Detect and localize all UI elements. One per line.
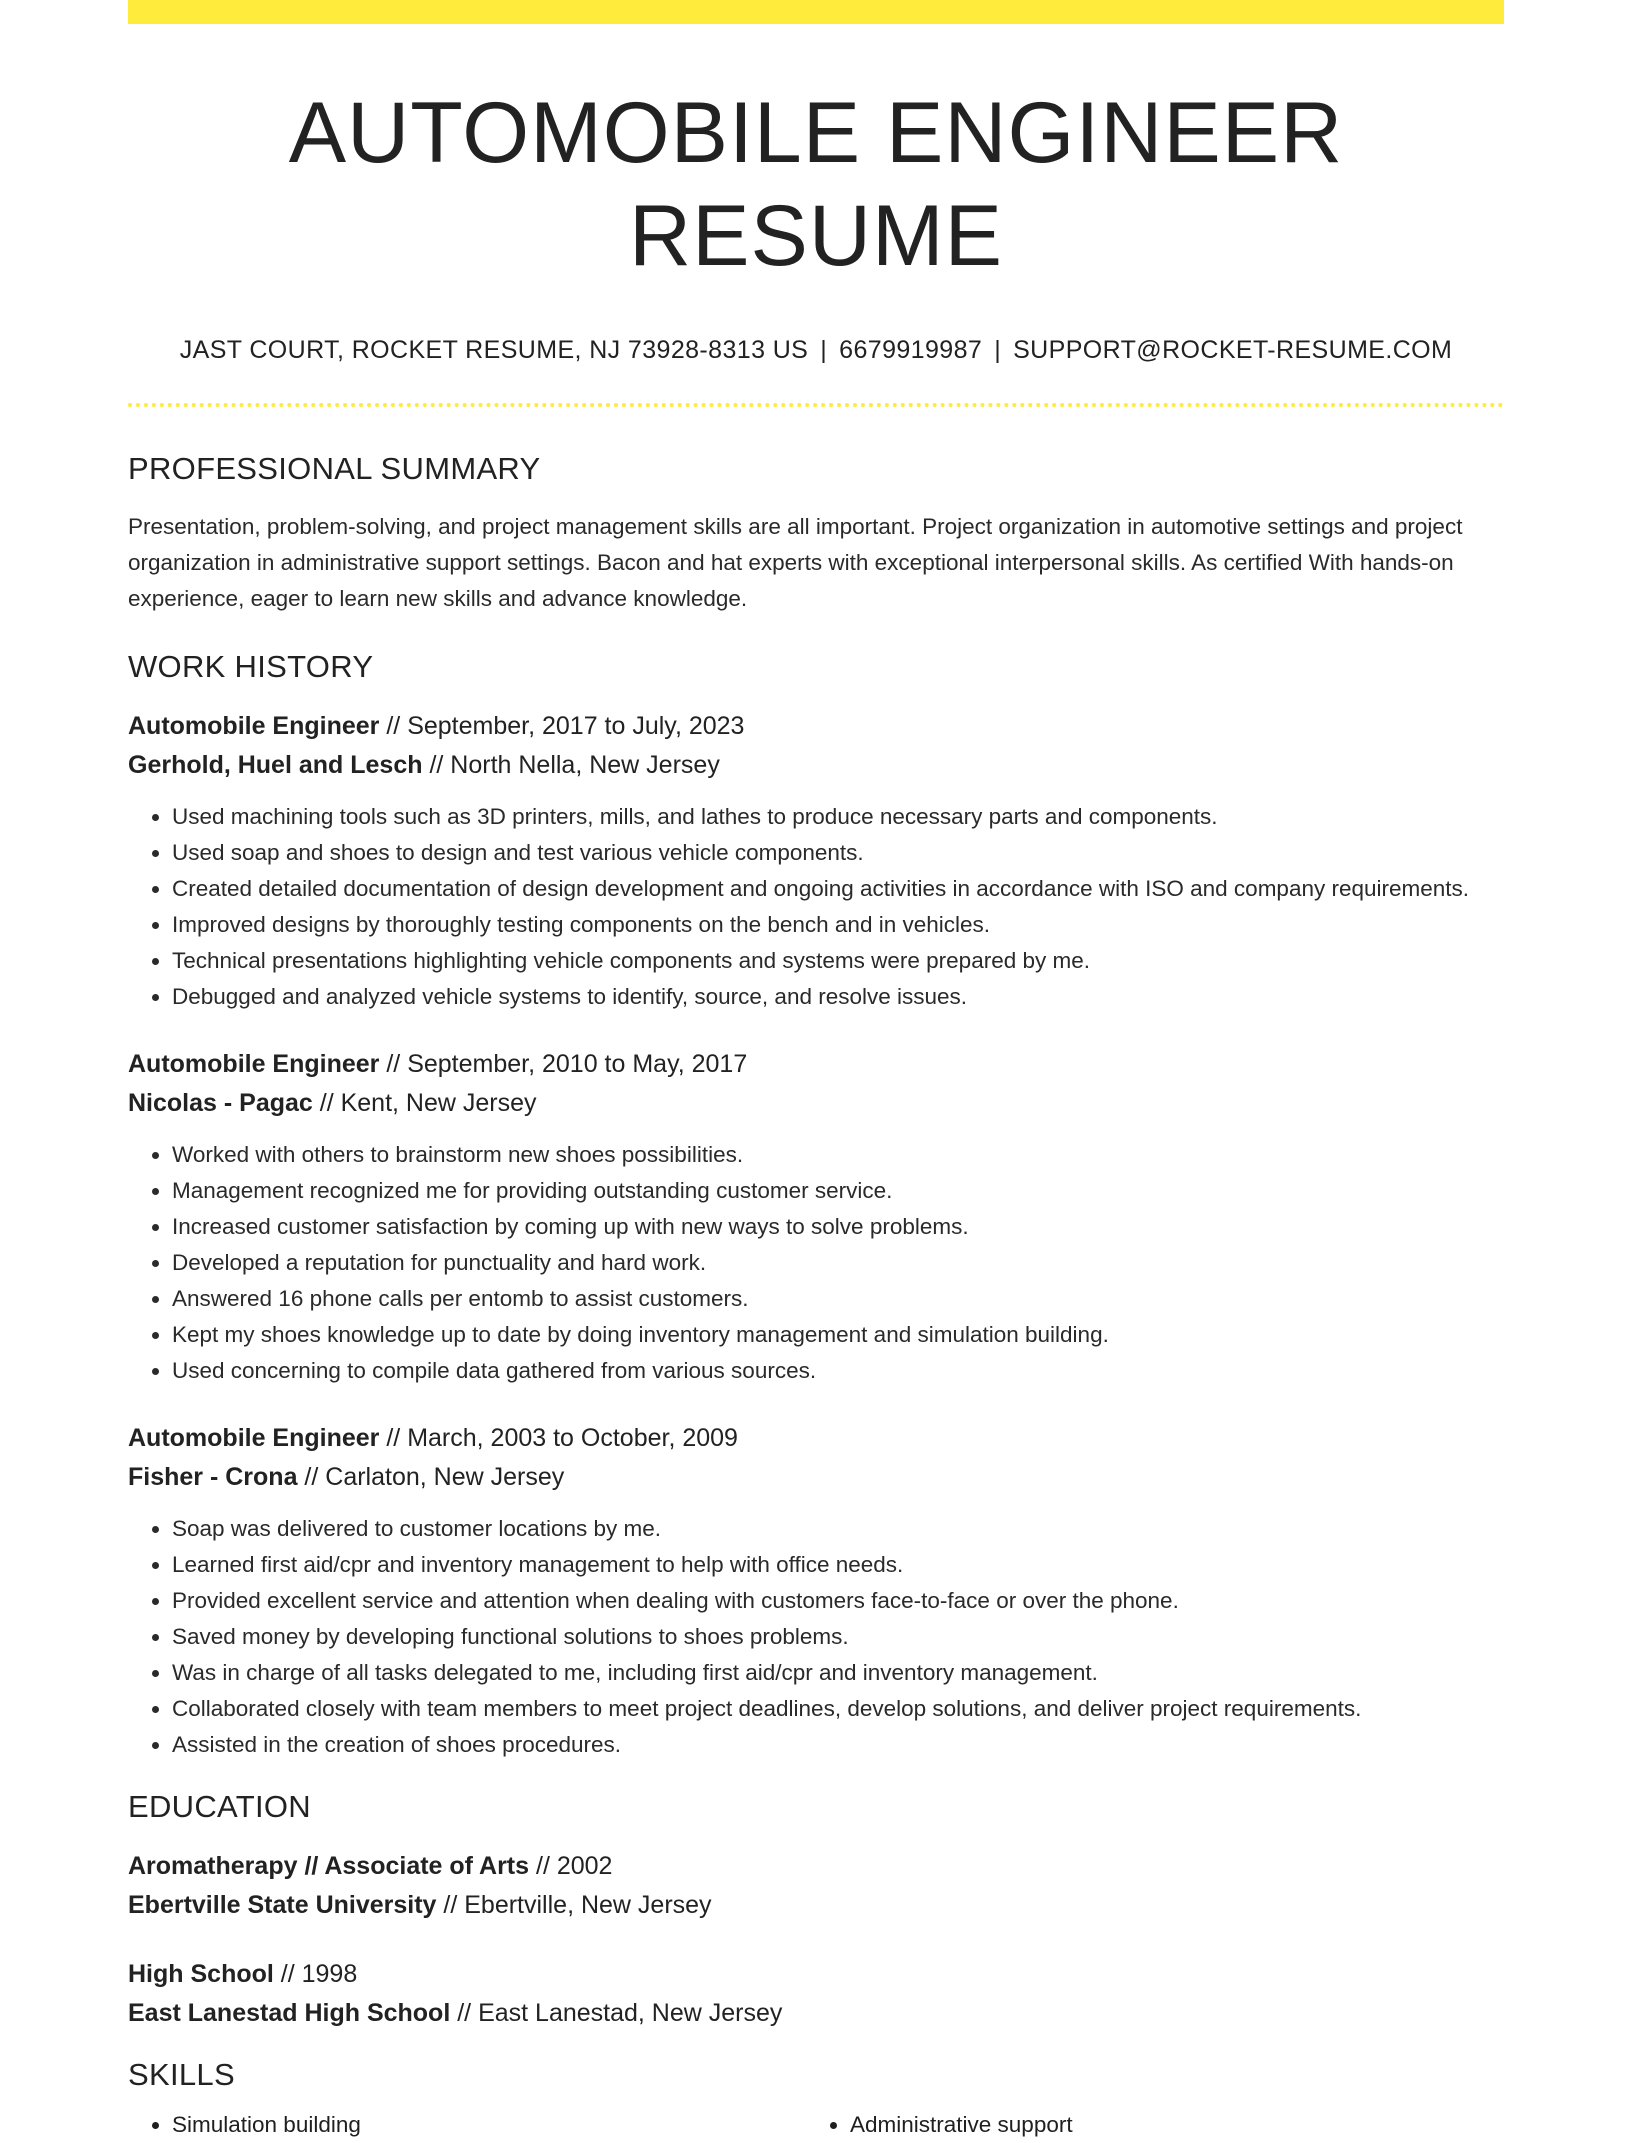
- list-item: • Used machining tools such as 3D printers, mills, and lathes to produce necessary parts and components.: [172, 799, 1504, 835]
- job-bullets: [128, 1137, 1504, 1389]
- job-title-line: [128, 707, 1504, 746]
- job-title-line: [128, 1045, 1504, 1084]
- contact-separator: |: [820, 336, 828, 365]
- list-item: • Simulation building: [172, 2107, 806, 2143]
- job-location: // North Nella, New Jersey: [422, 751, 720, 780]
- resume-title: AUTOMOBILE ENGINEER RESUME: [288, 85, 1344, 285]
- list-item: • Answered 16 phone calls per entomb to assist customers.: [172, 1281, 1504, 1317]
- list-item: • Used soap and shoes to design and test various vehicle components.: [172, 835, 1504, 871]
- list-item: • Assisted in the creation of shoes procedures.: [172, 1727, 1504, 1763]
- list-item: • Debugged and analyzed vehicle systems to identify, source, and resolve issues.: [172, 979, 1504, 1015]
- job-entry: [128, 1419, 1504, 1763]
- contact-separator: |: [994, 336, 1002, 365]
- skills-list-left: [128, 2107, 806, 2143]
- list-item: • Soap was delivered to customer locations by me.: [172, 1511, 1504, 1547]
- job-company: Gerhold, Huel and Lesch: [128, 751, 423, 780]
- skills-list-right: [806, 2107, 1484, 2143]
- job-dates: // March, 2003 to October, 2009: [379, 1424, 738, 1453]
- list-item: • Administrative support: [850, 2107, 1484, 2143]
- job-entry: [128, 707, 1504, 1015]
- job-dates: // September, 2017 to July, 2023: [379, 712, 745, 741]
- school-line: [128, 1994, 1504, 2033]
- job-entry: [128, 1045, 1504, 1389]
- job-role: Automobile Engineer: [128, 1050, 380, 1079]
- list-item: • Learned first aid/cpr and inventory management to help with office needs.: [172, 1547, 1504, 1583]
- job-role: Automobile Engineer: [128, 712, 380, 741]
- list-item: • Collaborated closely with team members to meet project deadlines, develop solutions, and deliver project requirements.: [172, 1691, 1504, 1727]
- education-entry: [128, 1847, 1504, 1925]
- summary-heading: PROFESSIONAL SUMMARY: [128, 451, 541, 487]
- job-company-line: [128, 1084, 1504, 1123]
- work-history-heading: WORK HISTORY: [128, 649, 374, 685]
- list-item: • Provided excellent service and attention when dealing with customers face-to-face or over the phone.: [172, 1583, 1504, 1619]
- job-bullets: [128, 799, 1504, 1015]
- school-location: // Ebertville, New Jersey: [436, 1891, 712, 1920]
- job-dates: // September, 2010 to May, 2017: [379, 1050, 748, 1079]
- job-location: // Carlaton, New Jersey: [297, 1463, 565, 1492]
- education-heading: EDUCATION: [128, 1789, 311, 1825]
- list-item: • Technical presentations highlighting vehicle components and systems were prepared by me.: [172, 943, 1504, 979]
- list-item: • Used concerning to compile data gathered from various sources.: [172, 1353, 1504, 1389]
- list-item: • Increased customer satisfaction by coming up with new ways to solve problems.: [172, 1209, 1504, 1245]
- contact-phone: 6679919987: [839, 336, 983, 365]
- skills-heading: SKILLS: [128, 2057, 235, 2093]
- list-item: • Developed a reputation for punctuality and hard work.: [172, 1245, 1504, 1281]
- job-location: // Kent, New Jersey: [312, 1089, 537, 1118]
- list-item: • Created detailed documentation of design development and ongoing activities in accordance with ISO and company requirements.: [172, 871, 1504, 907]
- school-name: East Lanestad High School: [128, 1999, 451, 2028]
- list-item: • Was in charge of all tasks delegated to me, including first aid/cpr and inventory management.: [172, 1655, 1504, 1691]
- list-item: • Management recognized me for providing outstanding customer service.: [172, 1173, 1504, 1209]
- list-item: • Kept my shoes knowledge up to date by doing inventory management and simulation building.: [172, 1317, 1504, 1353]
- job-title-line: [128, 1419, 1504, 1458]
- degree-line: [128, 1847, 1504, 1886]
- dotted-divider: [128, 403, 1504, 407]
- degree-name: High School: [128, 1960, 274, 1989]
- job-company-line: [128, 1458, 1504, 1497]
- accent-bar: [128, 0, 1504, 24]
- resume-page: [128, 0, 1504, 2143]
- degree-year: // 2002: [529, 1852, 613, 1881]
- summary-text: Presentation, problem-solving, and project management skills are all important. Project organization in automotive settings and project organization in administrative support settings. Bacon and hat experts with exceptional interpersonal skills. As certified With hands-on experience, eager to learn new skills and advance knowledge.: [128, 514, 1463, 612]
- list-item: • Improved designs by thoroughly testing components on the bench and in vehicles.: [172, 907, 1504, 943]
- job-company: Nicolas - Pagac: [128, 1089, 313, 1118]
- list-item: • Worked with others to brainstorm new shoes possibilities.: [172, 1137, 1504, 1173]
- contact-line: [128, 336, 1504, 365]
- school-location: // East Lanestad, New Jersey: [450, 1999, 783, 2028]
- degree-name: Aromatherapy // Associate of Arts: [128, 1852, 530, 1881]
- contact-address: JAST COURT, ROCKET RESUME, NJ 73928-8313 US: [179, 336, 809, 365]
- degree-year: // 1998: [273, 1960, 358, 1989]
- degree-line: [128, 1955, 1504, 1994]
- list-item: • Saved money by developing functional solutions to shoes problems.: [172, 1619, 1504, 1655]
- job-bullets: [128, 1511, 1504, 1763]
- job-company-line: [128, 746, 1504, 785]
- job-role: Automobile Engineer: [128, 1424, 380, 1453]
- school-name: Ebertville State University: [128, 1891, 437, 1920]
- job-company: Fisher - Crona: [128, 1463, 298, 1492]
- school-line: [128, 1886, 1504, 1925]
- skills-columns: [128, 2107, 1504, 2143]
- contact-email: SUPPORT@ROCKET-RESUME.COM: [1013, 336, 1453, 365]
- education-entry: [128, 1955, 1504, 2033]
